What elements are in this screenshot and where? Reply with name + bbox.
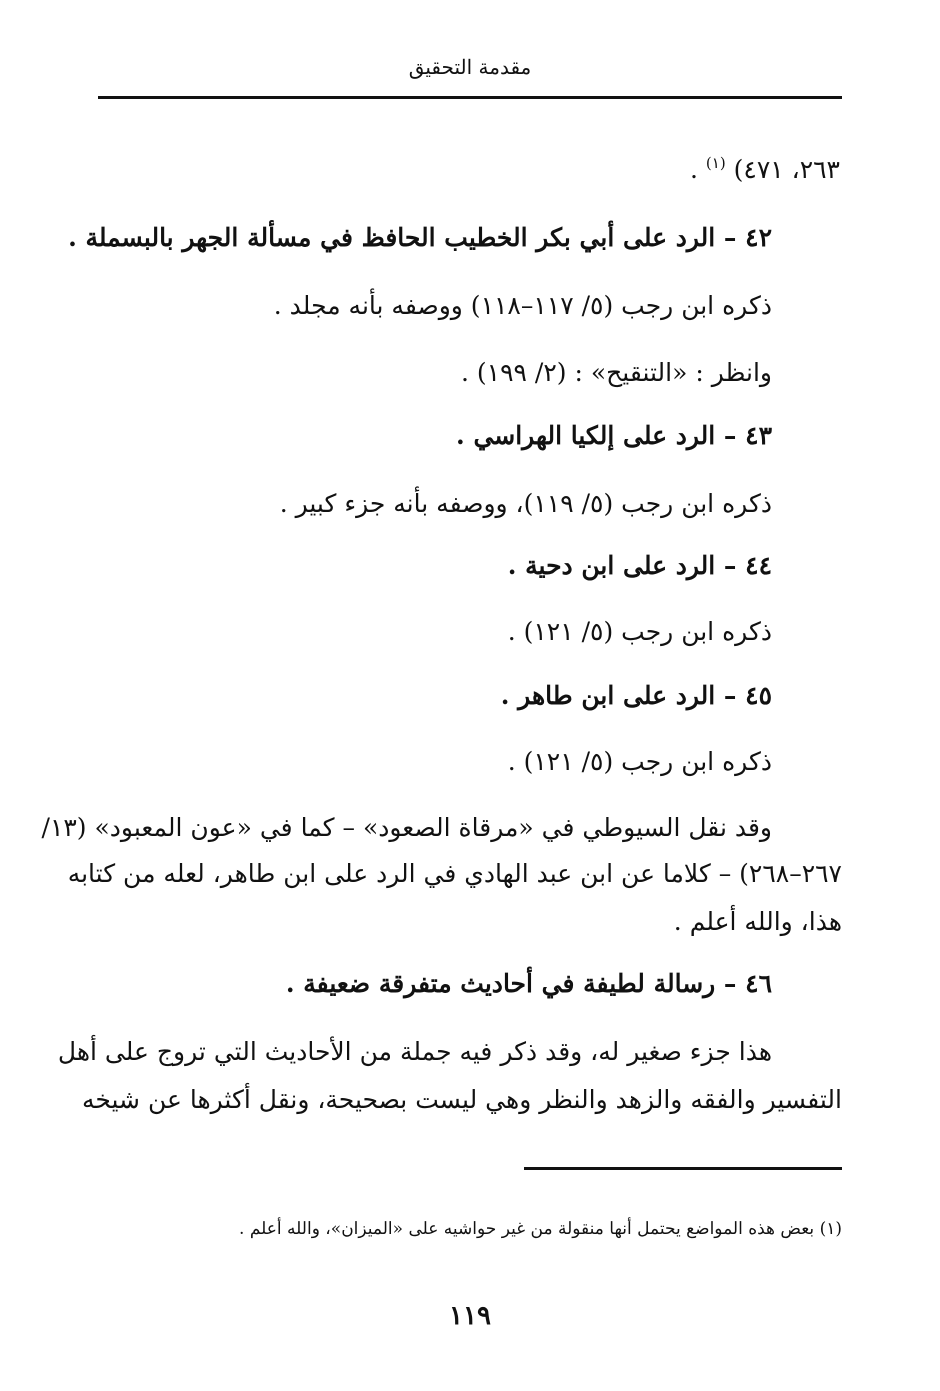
page-number: ١١٩ (449, 1301, 491, 1331)
item-heading-44: ٤٤ – الرد على ابن دحية . (507, 551, 772, 580)
text-line: ٢٦٧–٢٦٨) – كلاما عن ابن عبد الهادي في الرد على ابن طاهر، لعله من كتابه (67, 859, 842, 888)
text-line-0: ٢٦٣، ٤٧١) (733, 155, 840, 184)
text-line: وانظر : «التنقيح» : (٢/ ١٩٩) . (461, 358, 772, 387)
page-header: مقدمة التحقيق (408, 55, 532, 79)
line-suffix: . (689, 155, 698, 184)
footnote-rule (524, 1167, 842, 1170)
header-rule (98, 96, 842, 99)
text-line: ذكره ابن رجب (٥/ ١١٧–١١٨) ووصفه بأنه مجلد . (273, 291, 772, 320)
text-line: ذكره ابن رجب (٥/ ١٢١) . (507, 747, 772, 776)
text-line: ذكره ابن رجب (٥/ ١١٩)، ووصفه بأنه جزء كبير . (279, 489, 772, 518)
item-heading-42: ٤٢ – الرد على أبي بكر الخطيب الحافظ في مسألة الجهر بالبسملة . (68, 223, 772, 252)
item-heading-45: ٤٥ – الرد على ابن طاهر . (500, 681, 772, 710)
text-line: ذكره ابن رجب (٥/ ١٢١) . (507, 617, 772, 646)
footnote: (١) بعض هذه المواضع يحتمل أنها منقولة من غير حواشيه على «الميزان»، والله أعلم . (239, 1219, 842, 1239)
text-line: هذا، والله أعلم . (673, 907, 842, 936)
item-heading-43: ٤٣ – الرد على إلكيا الهراسي . (456, 421, 772, 450)
text-line: هذا جزء صغير له، وقد ذكر فيه جملة من الأحاديث التي تروج على أهل (57, 1037, 772, 1066)
footnote-ref: (١) (705, 154, 726, 172)
text-line: التفسير والفقه والزهد والنظر وهي ليست بصحيحة، ونقل أكثرها عن شيخه (81, 1085, 842, 1114)
item-heading-46: ٤٦ – رسالة لطيفة في أحاديث متفرقة ضعيفة . (285, 969, 772, 998)
text-line: وقد نقل السيوطي في «مرقاة الصعود» – كما في «عون المعبود» (١٣/ (41, 813, 772, 842)
text-line-continuation (690, 150, 840, 193)
